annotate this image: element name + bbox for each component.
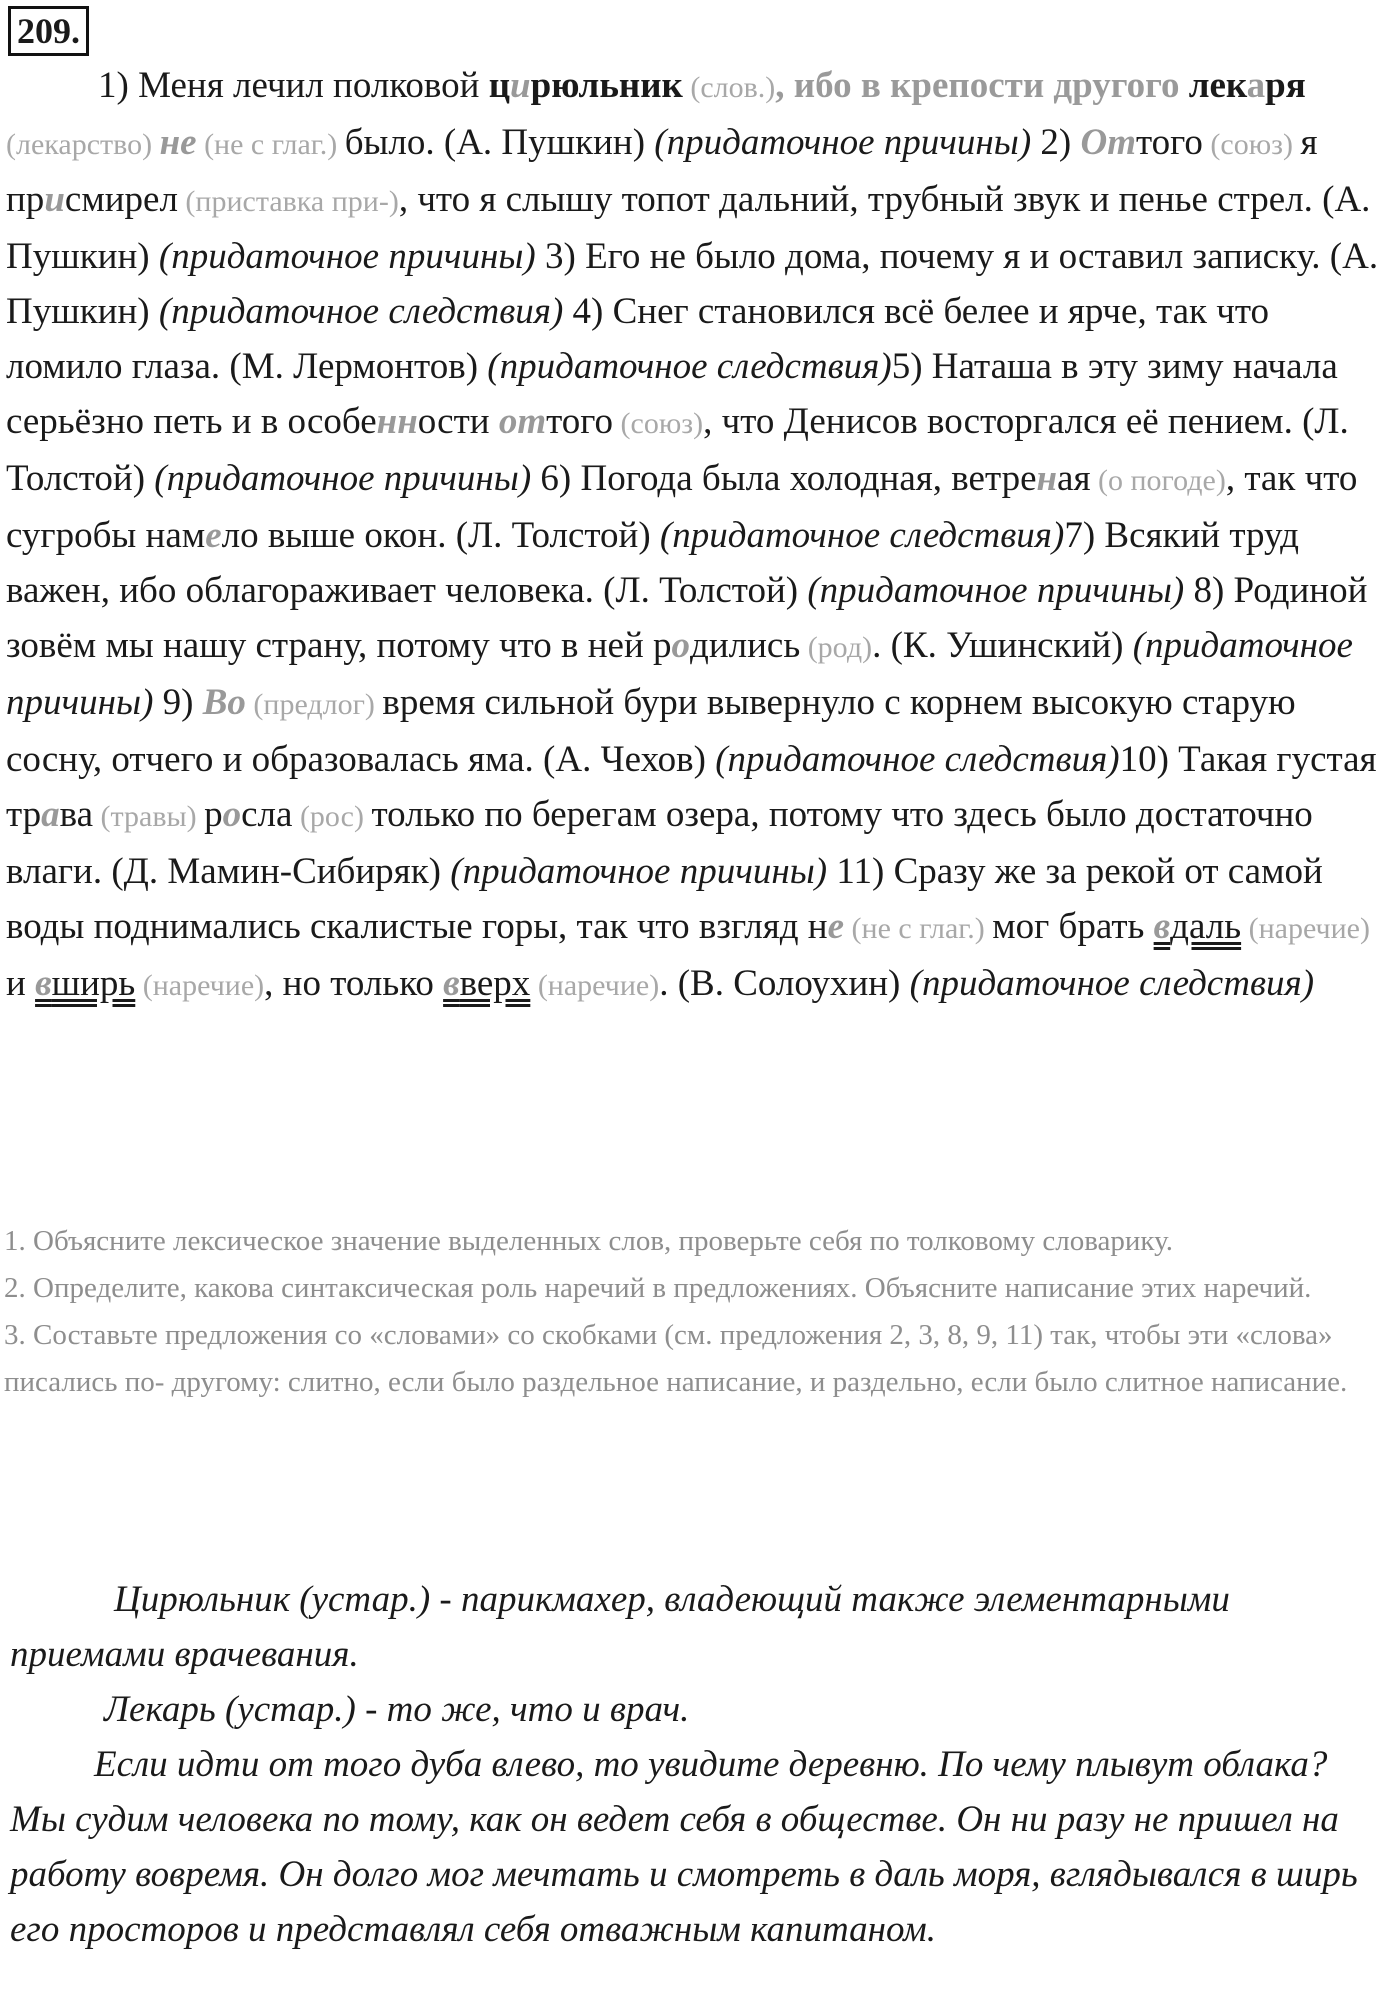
- adverb-vdal: вдаль: [1153, 906, 1242, 947]
- hint: (рос): [292, 800, 372, 833]
- hint: (не с глаг.): [844, 912, 993, 945]
- answer-block: [10, 1572, 1380, 1957]
- clause-type: (придаточное причины): [807, 570, 1185, 611]
- sentence-1: 1) Меня лечил полковой цирюльник (слов.), ибо в крепости другого лекаря (лекарство) не (не с глаг.) было. (А. Пушкин) (придаточное причины): [6, 65, 1306, 163]
- hint: (наречие): [530, 969, 660, 1002]
- sentence-11: 11) Сразу же за рекой от самой воды поднимались скалистые горы, так что взгляд не (не с глаг.) мог брать вдаль (наречие) и вширь (наречие), но только вверх (наречие). (В. Солоухин) (придаточное следствия): [6, 851, 1370, 1004]
- hint: (приставка при-): [177, 185, 399, 218]
- clause-type: (придаточное следствия): [158, 291, 564, 332]
- question-3: 3. Составьте предложения со «словами» со скобками (см. предложения 2, 3, 8, 9, 11) так, чтобы эти «слова» писались по- другому: слитно, если было раздельное написание, и раздельно, если было слитное написание.: [4, 1319, 1348, 1398]
- hint: (слов.): [682, 71, 776, 104]
- hint: (о погоде): [1090, 464, 1226, 497]
- answer-sentences: Если идти от того дуба влево, то увидите деревню. По чему плывут облака? Мы судим человека по тому, как он ведет себя в обществе. Он ни разу не пришел на работу вовремя. Он долго мог мечтать и смотреть в даль моря, вглядывался в ширь его просторов и представлял себя отважным капитаном.: [10, 1744, 1358, 1950]
- question-2: 2. Определите, какова синтаксическая роль наречий в предложениях. Объясните написание этих наречий.: [4, 1272, 1312, 1304]
- clause-type: (придаточное следствия): [487, 346, 892, 387]
- exercise-text: [6, 58, 1386, 1013]
- clause-type: (придаточное следствия): [715, 739, 1120, 780]
- hint: (предлог): [245, 688, 383, 721]
- answer-definition-1: Цирюльник (устар.) - парикмахер, владеющий также элементарными приемами врачевания.: [10, 1579, 1230, 1675]
- clause-type: (придаточное причины): [158, 236, 536, 277]
- sentence-3: 3) Его не было дома, почему я и оставил записку. (А. Пушкин) (придаточное следствия): [6, 236, 1379, 332]
- clause-type: (придаточное причины): [6, 625, 1353, 723]
- hint: (союз): [1202, 128, 1301, 161]
- hint: (род): [800, 631, 873, 664]
- clause-type: (придаточное следствия): [659, 515, 1065, 556]
- question-1: 1. Объясните лексическое значение выделенных слов, проверьте себя по толковому словарику.: [4, 1225, 1173, 1257]
- highlighted-word: цирюльник: [488, 65, 683, 106]
- sentence-2: 2) Оттого (союз) я присмирел (приставка при-), что я слышу топот дальний, трубный звук и пенье стрел. (А. Пушкин) (придаточное причины): [6, 122, 1371, 277]
- sentence-6: 6) Погода была холодная, ветреная (о погоде), так что сугробы намело выше окон. (Л. Толстой) (придаточное следствия): [6, 458, 1358, 556]
- exercise-number: 209.: [8, 6, 89, 56]
- hint: (наречие): [1241, 912, 1370, 945]
- sentence-9: 9) Во (предлог) время сильной бури вывернуло с корнем высокую старую сосну, отчего и образовалась яма. (А. Чехов) (придаточное следствия): [6, 682, 1296, 780]
- sentence-8: 8) Родиной зовём мы нашу страну, потому что в ней родились (род). (К. Ушинский) (придаточное причины): [6, 570, 1368, 723]
- hint: (союз): [613, 407, 704, 440]
- highlighted-word: лекаря: [1188, 65, 1306, 106]
- clause-type: (придаточное причины): [154, 458, 532, 499]
- adverb-vverh: вверх: [443, 963, 531, 1004]
- task-questions: [4, 1218, 1384, 1406]
- sentence-10: 10) Такая густая трава (травы) росла (рос) только по берегам озера, потому что здесь было достаточно влаги. (Д. Мамин-Сибиряк) (придаточное причины): [6, 739, 1377, 892]
- hint: (травы): [93, 800, 205, 833]
- sentence-7: 7) Всякий труд важен, ибо облагораживает человека. (Л. Толстой) (придаточное причины): [6, 515, 1299, 611]
- answer-definition-2: Лекарь (устар.) - то же, что и врач.: [104, 1689, 690, 1730]
- adverb-vshir: вширь: [35, 963, 136, 1004]
- sentence-5: 5) Наташа в эту зиму начала серьёзно петь и в особенности оттого (союз), что Денисов восторгался её пением. (Л. Толстой) (придаточное причины): [6, 346, 1349, 499]
- clause-type: (придаточное следствия): [909, 963, 1315, 1004]
- clause-type: (придаточное причины): [450, 851, 828, 892]
- hint: (наречие): [135, 969, 265, 1002]
- sentence-4: 4) Снег становился всё белее и ярче, так что ломило глаза. (М. Лермонтов) (придаточное следствия): [6, 291, 1270, 387]
- clause-type: (придаточное причины): [654, 122, 1032, 163]
- hint: (не с глаг.): [196, 128, 345, 161]
- hint: (лекарство): [6, 128, 160, 161]
